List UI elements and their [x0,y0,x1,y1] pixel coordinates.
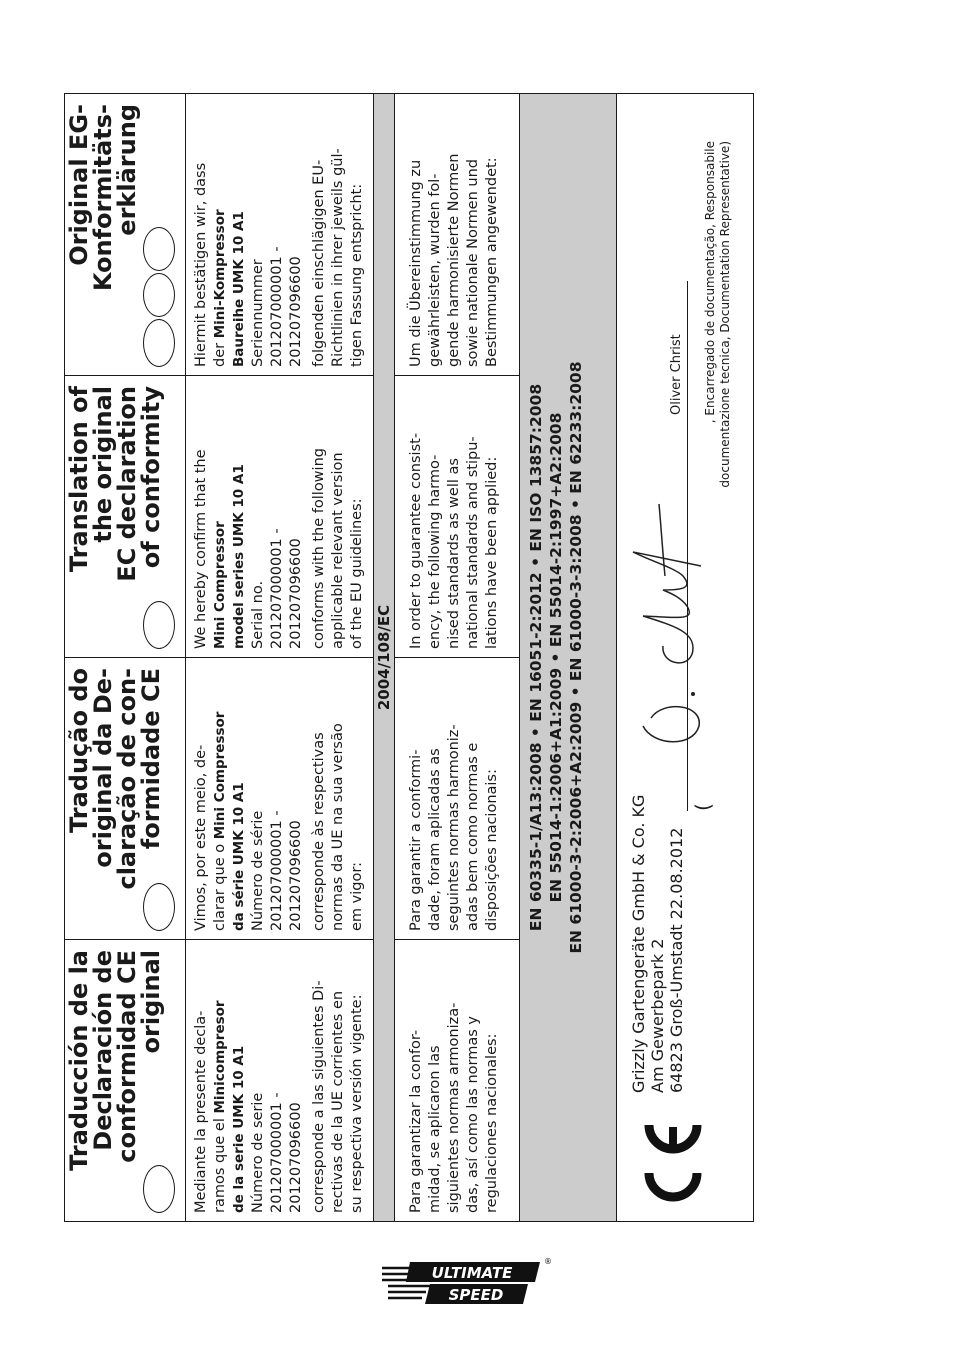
footer-row [617,94,754,1222]
language-oval-icon [143,227,175,271]
product-row [186,94,374,1222]
standards-row [395,94,520,1222]
manufacturer-street: Am Gewerbepark 2 [648,938,667,1093]
en-standards-line: EN 60335-1/A13:2008 • EN 16051-2:2012 • EN ISO 13857:2008 [527,383,545,932]
manufacturer-footer [617,94,754,1222]
product-pt: Vimos, por este meio, de- clarar que o Mini Compressor da série UMK 10 A1 Número de série 201207000001 - 201207096600 corresponde às respectivas normas da UE na sua versão em vigor: [186,658,374,940]
title-pt: Tradução do original da De- claração de con- formidade CE [65,668,165,890]
language-oval-icon [143,883,175,931]
language-oval-icon [143,273,175,317]
en-standards-list [520,94,617,1222]
svg-text:SPEED: SPEED [448,1286,504,1304]
declaration-table [64,93,754,1222]
manufacturer-name: Grizzly Gartengeräte GmbH & Co. KG [629,794,648,1093]
header-row [65,94,186,1222]
product-en: We hereby confirm that the Mini Compressor model series UMK 10 A1 Serial no. 201207000001 - 201207096600 conforms with the following applicable relevant version of the EU guidelines: [186,376,374,658]
svg-text:ULTIMATE: ULTIMATE [431,1264,513,1282]
signatory-name: Oliver Christ [669,334,684,415]
signature-separator: ( [691,803,715,811]
header-pt [65,658,186,940]
product-es: Mediante la presente decla- ramos que el Minicompresor de la serie UMK 10 A1 Número de serie 201207000001 - 201207096600 corresponde a las siguientes Di- rectivas de la UE corrientes en su respectiva versión vigente: [186,940,374,1222]
directive-row [374,94,395,1222]
title-en: Translation of the original EC declaration of conformity [65,386,165,582]
en-standards-line: EN 61000-3-2:2006+A2:2009 • EN 61000-3-3:2008 • EN 62233:2008 [567,361,585,954]
language-oval-icon [143,601,175,649]
ce-mark-icon [641,1121,705,1211]
manufacturer-address [629,795,686,1093]
manufacturer-city-date: 64823 Groß-Umstadt 22.08.2012 [667,827,686,1093]
signature-line [687,281,688,811]
declaration-frame [64,104,858,1222]
title-es: Traducción de la Declaración de conformidad CE original [65,950,165,1171]
standards-de: Um die Übereinstimmung zu gewährleisten, wurden fol- gende harmonisierte Normen sowie nationale Normen und Bestimmungen angewendet: [395,94,520,376]
header-en [65,376,186,658]
language-oval-icon [143,319,175,367]
standards-en: In order to guarantee consist- ency, the following harmo- nised standards as well as national standards and stipu- lations have been applied: [395,376,520,658]
en-standards-row [520,94,617,1222]
header-de [65,94,186,376]
header-es [65,940,186,1222]
standards-pt: Para garantir a conformi- dade, foram aplicadas as seguintes normas harmoniz- adas bem como normas e disposições nacionais: [395,658,520,940]
language-oval-icon [143,1165,175,1213]
standards-es: Para garantizar la confor- midad, se aplicaron las siguientes normas armoniza- das, así como las normas y regulaciones nacionales: [395,940,520,1222]
title-de: Original EG- Konformitäts- erklärung [65,104,141,292]
directive-band: 2004/108/EC [374,94,395,1222]
product-de: Hiermit bestätigen wir, dass der Mini-Kompressor Baureihe UMK 10 A1 Seriennummer 201207000001 - 201207096600 folgenden einschlägigen EU- Richtlinien in ihrer jeweils gül- tigen Fassung entspricht: [186,94,374,376]
signatory-role: , Encarregado de documentação, Responsabile documentazione tecnica, Documentation Representative) [703,141,732,488]
en-standards-line: EN 55014-1:2006+A1:2009 • EN 55014-2:1997+A2:2008 [547,412,565,903]
ultimate-speed-logo [380,1254,552,1306]
svg-text:®: ® [544,1257,552,1266]
